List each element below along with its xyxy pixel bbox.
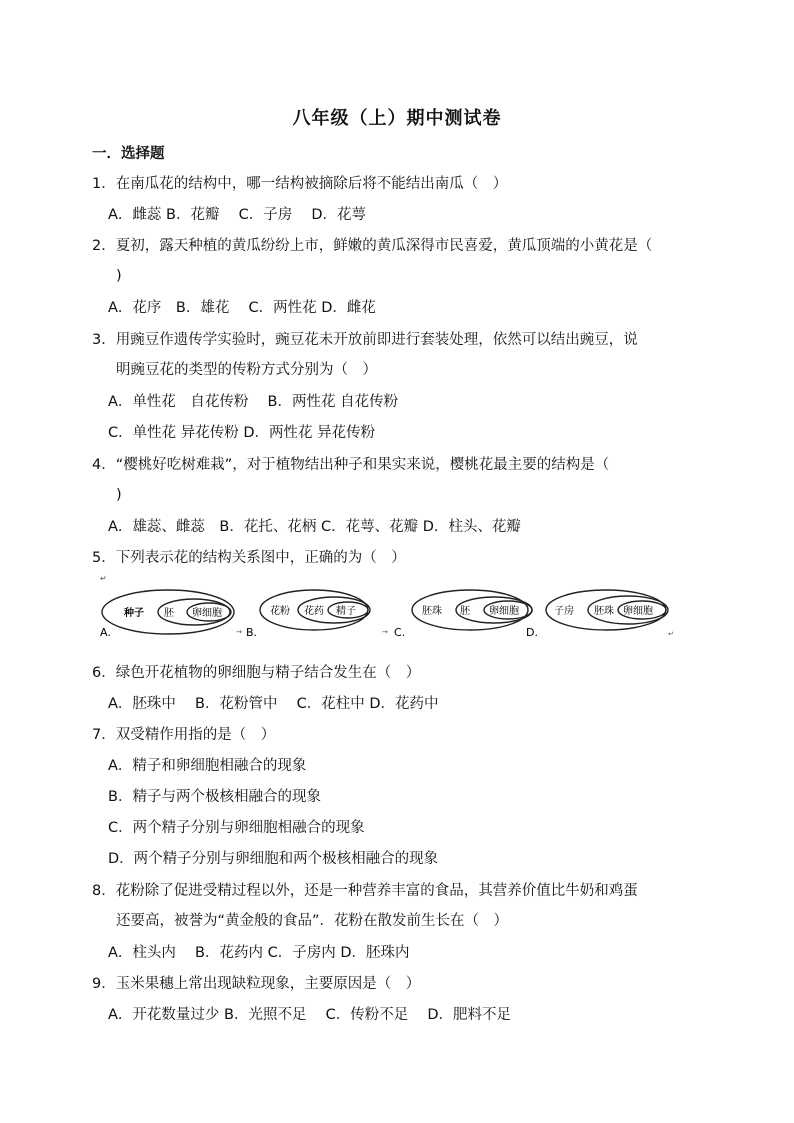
question-5-stem: 5．下列表示花的结构关系图中，正确的为（ ） — [92, 550, 406, 566]
nested-ellipse-diagrams — [98, 574, 708, 642]
question-4-stem-cont: ) — [116, 487, 122, 503]
diagram-d-inner-label: 卵细胞 — [623, 606, 653, 617]
question-3-options-row2: C．单性花 异花传粉 D．两性花 异花传粉 — [108, 425, 376, 441]
diagram-d-outer-label: 子房 — [554, 606, 574, 617]
question-8-stem-cont: 还要高，被誉为“黄金般的食品”．花粉在散发前生长在（ ） — [116, 913, 509, 929]
diagram-a-letter: A. — [100, 626, 111, 639]
diagram-d — [526, 590, 674, 639]
question-9-stem: 9．玉米果穗上常出现缺粒现象，主要原因是（ ） — [92, 976, 421, 992]
question-2-options: A．花序 B．雄花 C．两性花 D．雌花 — [108, 300, 376, 316]
return-mark-icon: ↵ — [100, 574, 107, 583]
diagram-c-middle-label: 胚 — [460, 606, 470, 617]
question-7-option-c: C．两个精子分别与卵细胞相融合的现象 — [108, 820, 365, 836]
question-1-options: A．雌蕊 B．花瓣 C．子房 D．花萼 — [108, 207, 366, 223]
question-1-stem: 1．在南瓜花的结构中，哪一结构被摘除后将不能结出南瓜（ ） — [92, 176, 508, 192]
diagram-b-middle-label: 花药 — [304, 606, 324, 617]
question-6-options: A．胚珠中 B．花粉管中 C．花柱中 D．花药中 — [108, 696, 439, 712]
question-5-diagrams — [98, 574, 708, 642]
question-2-stem: 2．夏初，露天种植的黄瓜纷纷上市，鲜嫩的黄瓜深得市民喜爱，黄瓜顶端的小黄花是（ — [92, 238, 653, 254]
question-4-stem: 4．“樱桃好吃树难栽”，对于植物结出种子和果实来说，樱桃花最主要的结构是（ — [92, 457, 610, 473]
question-3-options-row1: A．单性花 自花传粉 B．两性花 自花传粉 — [108, 394, 399, 410]
diagram-c-inner-label: 卵细胞 — [489, 606, 519, 617]
diagram-c-outer-label: 胚珠 — [422, 606, 442, 617]
diagram-b-outer-label: 花粉 — [270, 606, 290, 617]
diagram-d-middle-label: 胚珠 — [594, 606, 614, 617]
section-heading: 一．选择题 — [92, 146, 165, 162]
question-4-options: A．雄蕊、雌蕊 B．花托、花柄 C．花萼、花瓣 D．柱头、花瓣 — [108, 519, 521, 535]
question-7-option-b: B．精子与两个极核相融合的现象 — [108, 789, 321, 805]
question-8-options: A．柱头内 B．花药内 C．子房内 D．胚珠内 — [108, 945, 410, 961]
question-7-option-d: D．两个精子分别与卵细胞和两个极核相融合的现象 — [108, 851, 439, 867]
question-7-stem: 7．双受精作用指的是（ ） — [92, 727, 276, 743]
question-7-option-a: A．精子和卵细胞相融合的现象 — [108, 758, 307, 774]
diagram-b — [246, 590, 388, 639]
diagram-a-middle-label: 胚 — [164, 608, 174, 619]
question-3-stem-cont: 明豌豆花的类型的传粉方式分别为（ ） — [116, 362, 377, 378]
question-2-stem-cont: ) — [116, 268, 122, 284]
question-8-stem: 8．花粉除了促进受精过程以外，还是一种营养丰富的食品，其营养价值比牛奶和鸡蛋 — [92, 883, 638, 899]
diagram-a — [100, 590, 242, 639]
question-9-options: A．开花数量过少 B．光照不足 C．传粉不足 D．肥料不足 — [108, 1007, 511, 1023]
diagram-b-letter: B. — [246, 626, 258, 639]
diagram-c — [394, 590, 532, 639]
question-6-stem: 6．绿色开花植物的卵细胞与精子结合发生在（ ） — [92, 665, 421, 681]
question-3-stem: 3．用豌豆作遗传学实验时，豌豆花未开放前即进行套装处理，依然可以结出豌豆，说 — [92, 332, 638, 348]
diagram-a-outer-label: 种子 — [124, 608, 144, 619]
diagram-a-inner-label: 卵细胞 — [192, 608, 222, 619]
diagram-d-letter: D. — [526, 626, 538, 639]
diagram-b-inner-label: 精子 — [336, 606, 356, 617]
diagram-c-letter: C. — [394, 626, 406, 639]
diagram-b-arrow: → — [382, 628, 388, 636]
page-title: 八年级（上）期中测试卷 — [292, 108, 502, 129]
diagram-a-arrow: → — [236, 628, 242, 636]
diagram-d-return-mark: ↵ — [668, 630, 674, 638]
